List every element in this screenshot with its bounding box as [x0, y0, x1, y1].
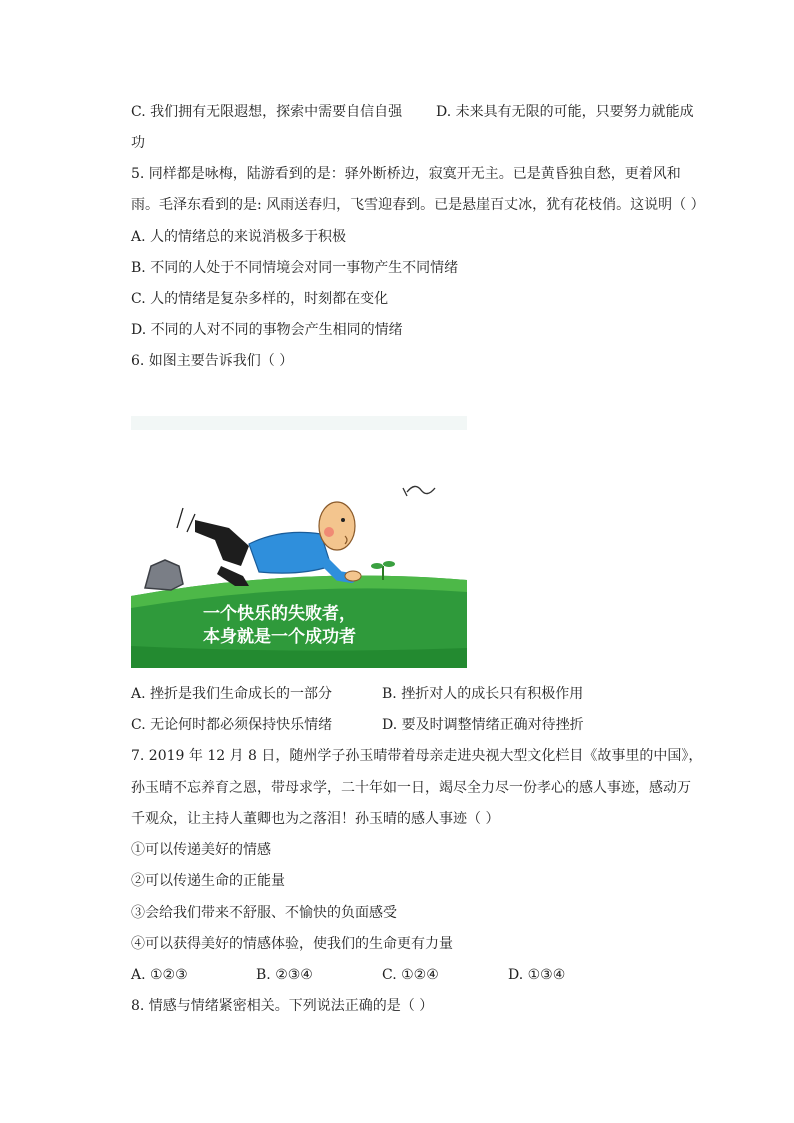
q4-option-d: D. 未来具有无限的可能，只要努力就能成 [436, 104, 694, 120]
q6-option-d: D. 要及时调整情绪正确对待挫折 [382, 717, 584, 733]
q6-option-a: A. 挫折是我们生命成长的一部分 [131, 686, 333, 702]
cartoon-caption-line1: 一个快乐的失败者， [203, 604, 356, 624]
cartoon-caption-line2: 本身就是一个成功者 [203, 627, 356, 647]
cartoon-illustration [131, 416, 467, 668]
q7-option-a: A. ①②③ [131, 967, 188, 983]
q5-option-b: B. 不同的人处于不同情境会对同一事物产生不同情绪 [131, 260, 459, 276]
q7-item-2: ②可以传递生命的正能量 [131, 873, 285, 889]
q7-item-4: ④可以获得美好的情感体验，使我们的生命更有力量 [131, 936, 453, 952]
q6-option-b: B. 挫折对人的成长只有积极作用 [382, 686, 584, 702]
q5-option-c: C. 人的情绪是复杂多样的，时刻都在变化 [131, 291, 389, 307]
q7-item-3: ③会给我们带来不舒服、不愉快的负面感受 [131, 905, 397, 921]
q6-cartoon-figure [131, 416, 467, 668]
q7-stem-line1: 7. 2019 年 12 月 8 日，随州学子孙玉晴带着母亲走进央视大型文化栏目《故事里的中国》， [131, 748, 703, 764]
q6-option-c: C. 无论何时都必须保持快乐情绪 [131, 717, 333, 733]
q4-option-d-continued: 功 [131, 135, 145, 151]
q7-option-d: D. ①③④ [508, 967, 566, 983]
q6-stem: 6. 如图主要告诉我们（ ） [131, 353, 294, 369]
q4-option-c: C. 我们拥有无限遐想，探索中需要自信自强 [131, 104, 403, 120]
q5-option-d: D. 不同的人对不同的事物会产生相同的情绪 [131, 322, 403, 338]
q7-stem-line3: 千观众，让主持人董卿也为之落泪！孙玉晴的感人事迹（ ） [131, 811, 500, 827]
q7-option-b: B. ②③④ [256, 967, 313, 983]
q5-stem-line2: 雨。毛泽东看到的是: 风雨送春归，飞雪迎春到。已是悬崖百丈冰，犹有花枝俏。这说明（ ） [131, 197, 705, 213]
q7-option-c: C. ①②④ [382, 967, 439, 983]
q8-stem: 8. 情感与情绪紧密相关。下列说法正确的是（ ） [131, 998, 434, 1014]
q7-item-1: ①可以传递美好的情感 [131, 842, 271, 858]
q5-option-a: A. 人的情绪总的来说消极多于积极 [131, 229, 347, 245]
q7-stem-line2: 孙玉晴不忘养育之恩，带母求学，二十年如一日，竭尽全力尽一份孝心的感人事迹，感动万 [131, 780, 691, 796]
q5-stem-line1: 5. 同样都是咏梅，陆游看到的是：驿外断桥边，寂寞开无主。已是黄昏独自愁，更着风和 [131, 166, 681, 182]
